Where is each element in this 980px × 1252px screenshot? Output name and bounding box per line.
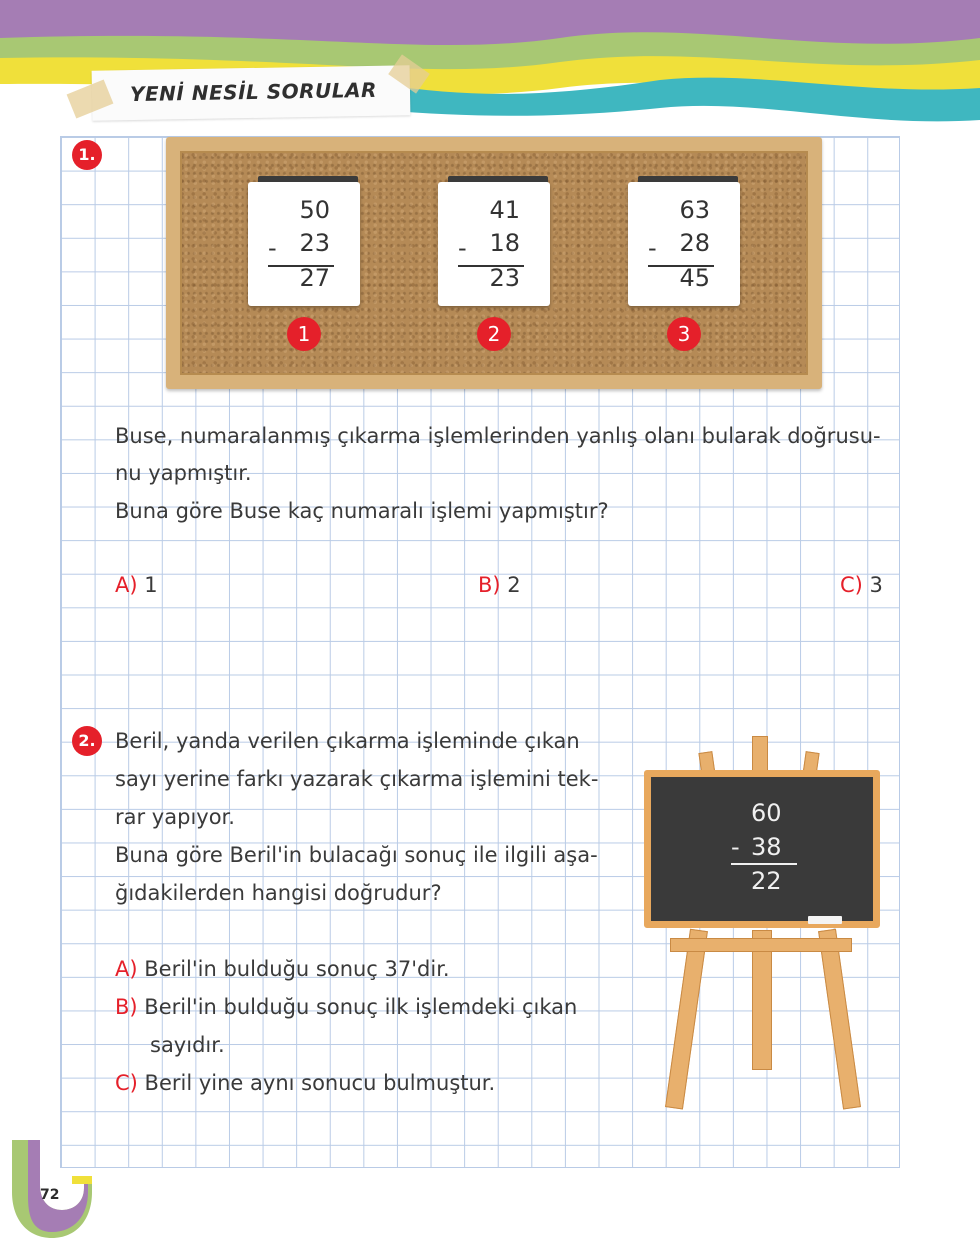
page-number: 72 bbox=[40, 1187, 60, 1203]
q1-option-b[interactable] bbox=[478, 566, 521, 604]
chalk-eraser bbox=[808, 916, 842, 924]
subtraction-card-1 bbox=[248, 182, 360, 306]
q1-option-a-text: 1 bbox=[144, 573, 158, 597]
q2-option-b-letter: B) bbox=[115, 995, 138, 1019]
q2-option-c[interactable] bbox=[115, 1064, 495, 1102]
q1-option-c[interactable] bbox=[840, 566, 883, 604]
chalkboard-minus: - bbox=[731, 833, 740, 861]
section-title-tag bbox=[92, 65, 411, 121]
card-1-subtrahend: 23 bbox=[299, 229, 330, 257]
card-3-label: 3 bbox=[667, 317, 701, 351]
q2-text-line-5: ğıdakilerden hangisi doğrudur? bbox=[115, 881, 442, 905]
q1-option-a[interactable] bbox=[115, 566, 158, 604]
card-2-subtrahend: 18 bbox=[489, 229, 520, 257]
q2-option-a-text: Beril'in bulduğu sonuç 37'dir. bbox=[144, 957, 450, 981]
easel-crossbar bbox=[670, 938, 852, 952]
q2-text-line-1: Beril, yanda verilen çıkarma işleminde çıkan bbox=[115, 729, 580, 753]
section-title: YENİ NESİL SORULAR bbox=[129, 77, 378, 107]
q1-text-line-1: Buse, numaralanmış çıkarma işlemlerinden yanlış olanı bularak doğrusu- bbox=[115, 424, 881, 448]
q2-option-b-text: Beril'in bulduğu sonuç ilk işlemdeki çıkan bbox=[144, 995, 578, 1019]
q1-option-c-letter: C) bbox=[840, 573, 863, 597]
chalkboard-line bbox=[731, 863, 797, 865]
q1-option-c-text: 3 bbox=[869, 573, 883, 597]
card-2-minuend: 41 bbox=[489, 196, 520, 224]
card-1-result: 27 bbox=[299, 264, 330, 292]
q2-option-b-text-2: sayıdır. bbox=[150, 1033, 225, 1057]
q2-text-line-4: Buna göre Beril'in bulacağı sonuç ile ilgili aşa- bbox=[115, 843, 598, 867]
q1-text-line-2: nu yapmıştır. bbox=[115, 461, 252, 485]
q2-text-line-2: sayı yerine farkı yazarak çıkarma işlemini tek- bbox=[115, 767, 599, 791]
card-3-subtrahend: 28 bbox=[679, 229, 710, 257]
card-3-minus: - bbox=[648, 234, 657, 262]
subtraction-card-2 bbox=[438, 182, 550, 306]
card-1-minuend: 50 bbox=[299, 196, 330, 224]
chalkboard-subtrahend: 38 bbox=[751, 833, 782, 861]
chalkboard-minuend: 60 bbox=[751, 799, 782, 827]
chalkboard bbox=[644, 770, 880, 928]
q2-option-b-continued bbox=[150, 1026, 225, 1064]
q1-option-a-letter: A) bbox=[115, 573, 138, 597]
question-1-number: 1. bbox=[72, 140, 102, 170]
q2-option-a[interactable] bbox=[115, 950, 450, 988]
card-3-result: 45 bbox=[679, 264, 710, 292]
q1-option-b-text: 2 bbox=[507, 573, 521, 597]
card-2-minus: - bbox=[458, 234, 467, 262]
q1-option-b-letter: B) bbox=[478, 573, 501, 597]
q2-option-c-letter: C) bbox=[115, 1071, 138, 1095]
chalkboard-result: 22 bbox=[751, 867, 782, 895]
q2-option-c-text: Beril yine aynı sonucu bulmuştur. bbox=[144, 1071, 496, 1095]
card-1-label: 1 bbox=[287, 317, 321, 351]
q2-option-a-letter: A) bbox=[115, 957, 138, 981]
q2-text-line-3: rar yapıyor. bbox=[115, 805, 235, 829]
card-2-label: 2 bbox=[477, 317, 511, 351]
card-1-minus: - bbox=[268, 234, 277, 262]
card-2-result: 23 bbox=[489, 264, 520, 292]
q2-option-b[interactable] bbox=[115, 988, 577, 1026]
card-3-minuend: 63 bbox=[679, 196, 710, 224]
subtraction-card-3 bbox=[628, 182, 740, 306]
q1-text-line-3: Buna göre Buse kaç numaralı işlemi yapmıştır? bbox=[115, 499, 609, 523]
question-2-number: 2. bbox=[72, 726, 102, 756]
